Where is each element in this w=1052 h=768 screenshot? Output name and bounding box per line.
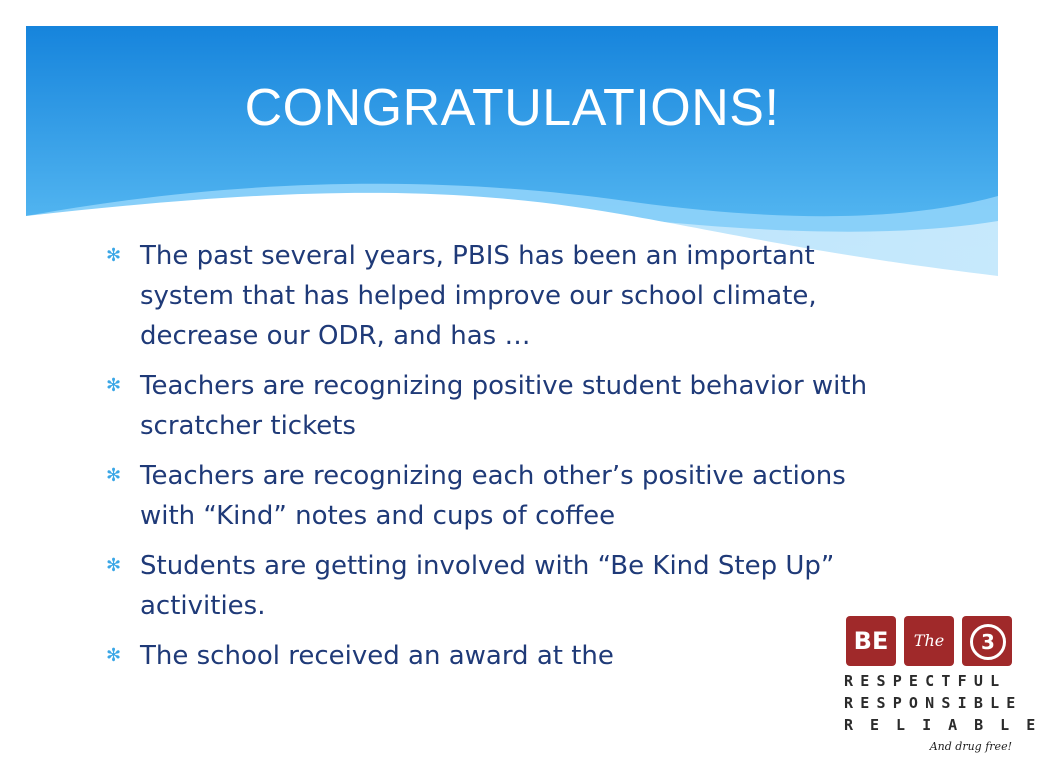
bullet-text: Students are getting involved with “Be Kind Step Up” activities. <box>140 551 835 621</box>
be-the-3-logo <box>842 616 1052 762</box>
bullet-item <box>104 456 894 536</box>
asterisk-bullet-icon: ✻ <box>106 375 122 396</box>
bullet-list <box>104 236 894 686</box>
asterisk-bullet-icon: ✻ <box>106 245 122 266</box>
bullet-item <box>104 546 894 626</box>
logo-word-responsible: RESPONSIBLE <box>844 694 1023 712</box>
bullet-text: Teachers are recognizing positive student behavior with scratcher tickets <box>140 371 868 441</box>
bullet-text: Teachers are recognizing each other’s positive actions with “Kind” notes and cups of coffee <box>140 461 846 531</box>
bullet-text: The school received an award at the <box>140 641 614 671</box>
logo-three-ring: 3 <box>970 624 1006 660</box>
asterisk-bullet-icon: ✻ <box>106 465 122 486</box>
logo-tagline: And drug free! <box>929 740 1012 753</box>
bullet-item <box>104 366 894 446</box>
slide-title: CONGRATULATIONS! <box>244 79 780 137</box>
asterisk-bullet-icon: ✻ <box>106 645 122 666</box>
logo-word-respectful: RESPECTFUL <box>844 672 1007 690</box>
bullet-item <box>104 636 894 676</box>
logo-word-reliable: RELIABLE <box>844 716 1052 734</box>
logo-be-box: BE <box>846 616 896 666</box>
bullet-item <box>104 236 894 356</box>
logo-the-box: The <box>904 616 954 666</box>
logo-three-box <box>962 616 1012 666</box>
asterisk-bullet-icon: ✻ <box>106 555 122 576</box>
bullet-text: The past several years, PBIS has been an important system that has helped improve our school climate, decrease our ODR, and has … <box>140 241 817 351</box>
